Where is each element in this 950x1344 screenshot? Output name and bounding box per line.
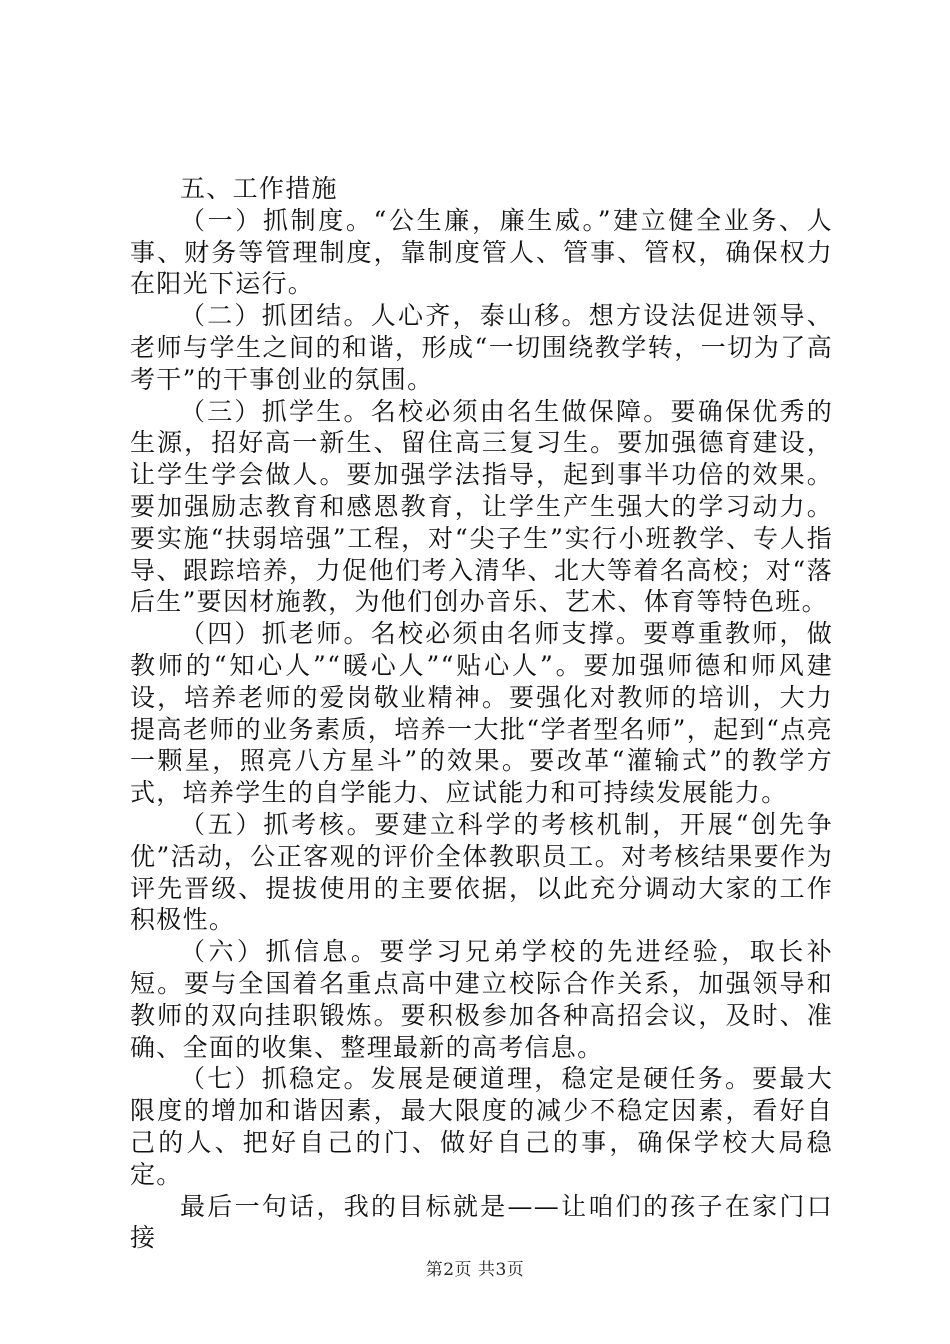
paragraph-teachers: （四）抓老师。名校必须由名师支撑。要尊重教师，做教师的“知心人”“暖心人”“贴心人”。要加强师德和师风建设，培养老师的爱岗敬业精神。要强化对教师的培训，大力提高老师的业务素质，培养一大批“学者型名师”，起到“点亮一颗星，照亮八方星斗”的效果。要改革“灌输式”的教学方式，培养学生的自学能力、应试能力和可持续发展能力。 bbox=[130, 619, 833, 808]
paragraph-assessment: （五）抓考核。要建立科学的考核机制，开展“创先争优”活动，公正客观的评价全体教职员工。对考核结果要作为评先晋级、提拔使用的主要依据，以此充分调动大家的工作积极性。 bbox=[130, 809, 833, 935]
paragraph-closing: 最后一句话，我的目标就是——让咱们的孩子在家门口接 bbox=[130, 1191, 833, 1253]
document-body bbox=[130, 173, 833, 1254]
section-heading: 五、工作措施 bbox=[180, 174, 338, 203]
paragraph-system: （一）抓制度。“公生廉，廉生威。”建立健全业务、人事、财务等管理制度，靠制度管人、管事、管权，确保权力在阳光下运行。 bbox=[130, 205, 833, 299]
paragraph-unity: （二）抓团结。人心齐，泰山移。想方设法促进领导、老师与学生之间的和谐，形成“一切围绕教学转，一切为了高考干”的干事创业的氛围。 bbox=[130, 301, 833, 394]
page-number-footer: 第2页 共3页 bbox=[425, 1260, 525, 1280]
paragraph-students: （三）抓学生。名校必须由名生做保障。要确保优秀的生源，招好高一新生、留住高三复习生。要加强德育建设，让学生学会做人。要加强学法指导，起到事半功倍的效果。要加强励志教育和感恩教育，让学生产生强大的学习动力。要实施“扶弱培强”工程，对“尖子生”实行小班教学、专人指导、跟踪培养，力促他们考入清华、北大等着名高校；对“落后生”要因材施教，为他们创办音乐、艺术、体育等特色班。 bbox=[130, 396, 833, 617]
paragraph-information: （六）抓信息。要学习兄弟学校的先进经验，取长补短。要与全国着名重点高中建立校际合作关系，加强领导和教师的双向挂职锻炼。要积极参加各种高招会议，及时、准确、全面的收集、整理最新的高考信息。 bbox=[130, 937, 833, 1062]
paragraph-stability: （七）抓稳定。发展是硬道理，稳定是硬任务。要最大限度的增加和谐因素，最大限度的减少不稳定因素，看好自己的人、把好自己的门、做好自己的事，确保学校大局稳定。 bbox=[130, 1064, 833, 1189]
